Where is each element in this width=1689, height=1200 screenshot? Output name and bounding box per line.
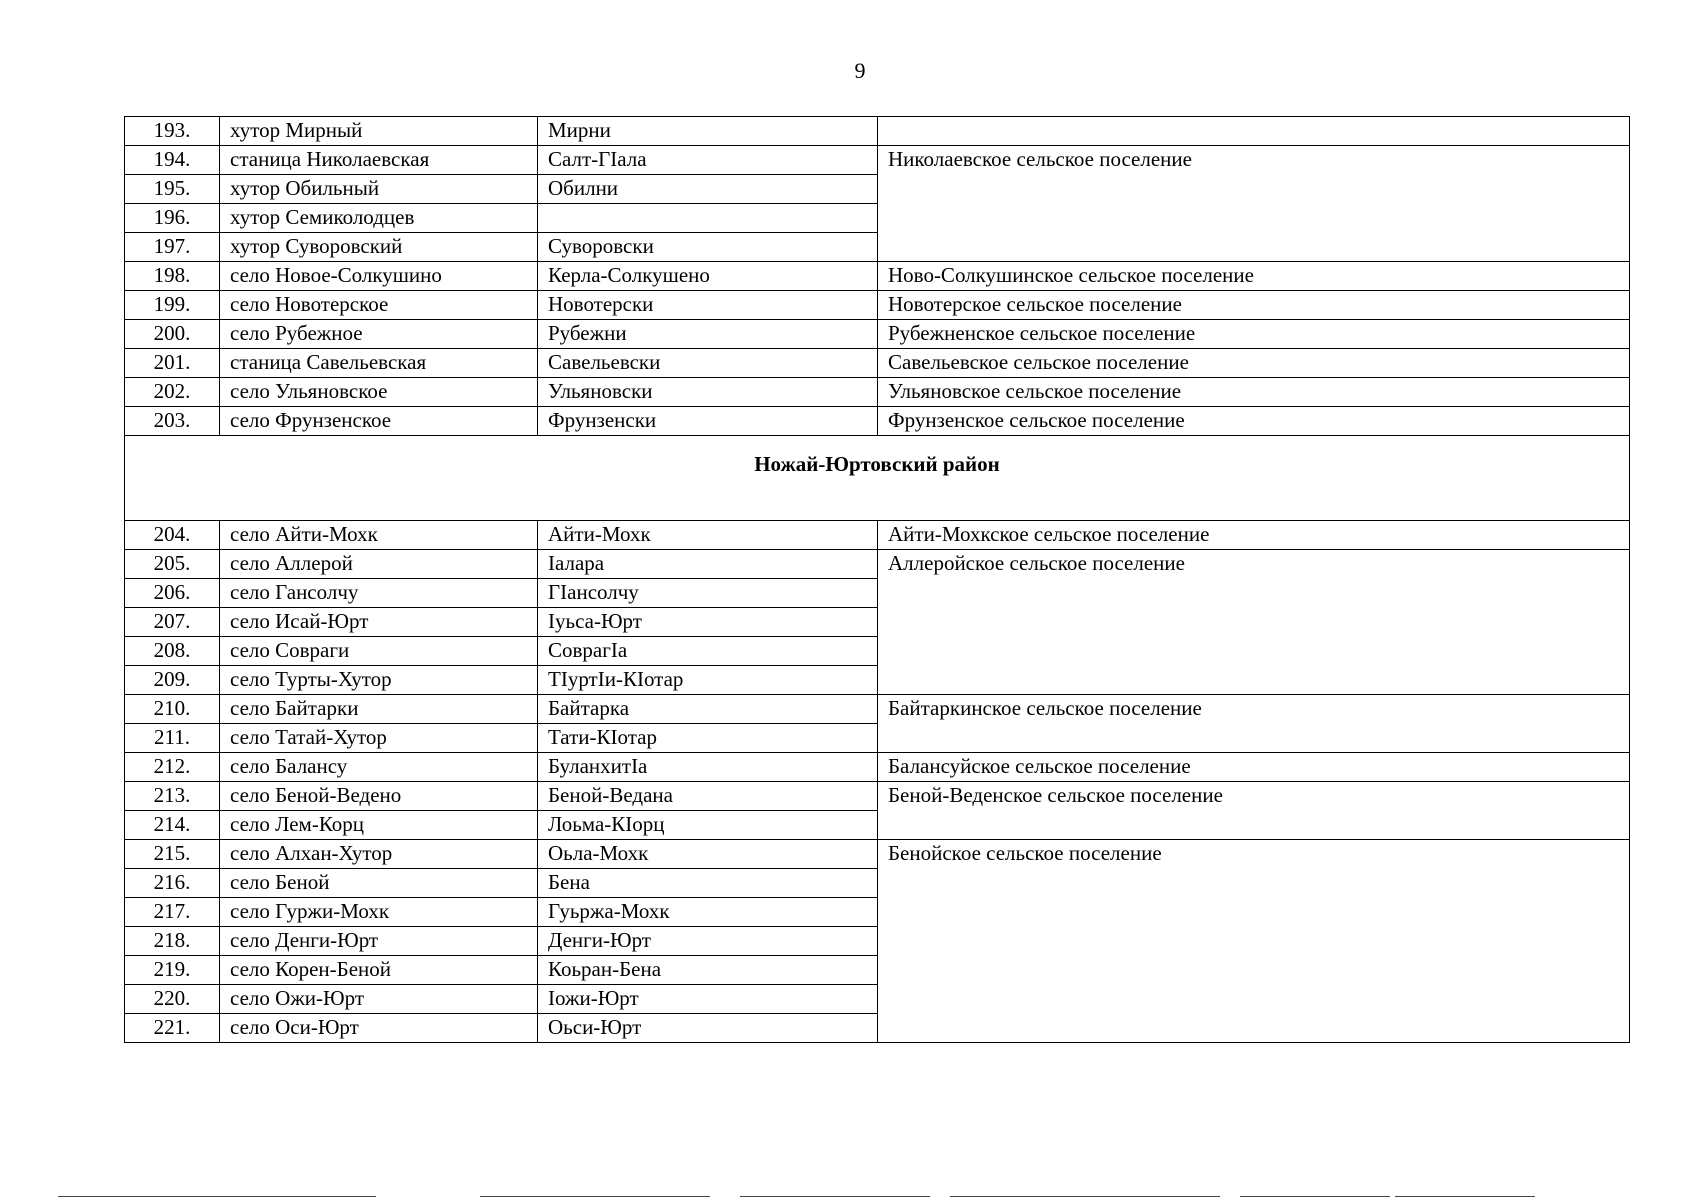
locality-name: село Корен-Беной	[220, 956, 538, 985]
settlement-name	[878, 117, 1630, 146]
row-number: 219.	[125, 956, 220, 985]
table-row	[125, 291, 1630, 320]
locality-name: село Фрунзенское	[220, 407, 538, 436]
table-row	[125, 521, 1630, 550]
chechen-name: Гуьржа-Мохк	[538, 898, 878, 927]
chechen-name: Беной-Ведана	[538, 782, 878, 811]
row-number: 210.	[125, 695, 220, 724]
locality-name: село Аллерой	[220, 550, 538, 579]
table-row	[125, 262, 1630, 291]
chechen-name: Байтарка	[538, 695, 878, 724]
row-number: 218.	[125, 927, 220, 956]
settlement-name: Айти-Мохкское сельское поселение	[878, 521, 1630, 550]
page-number: 9	[854, 58, 866, 83]
locality-name: село Новотерское	[220, 291, 538, 320]
chechen-name: Iалара	[538, 550, 878, 579]
locality-name: село Турты-Хутор	[220, 666, 538, 695]
row-number: 216.	[125, 869, 220, 898]
table-row	[125, 550, 1630, 579]
locality-name: село Исай-Юрт	[220, 608, 538, 637]
chechen-name: Бена	[538, 869, 878, 898]
row-number: 197.	[125, 233, 220, 262]
chechen-name: Коьран-Бена	[538, 956, 878, 985]
chechen-name: Тати-КIотар	[538, 724, 878, 753]
chechen-name: Оьла-Мохк	[538, 840, 878, 869]
locality-name: село Совраги	[220, 637, 538, 666]
chechen-name: Айти-Мохк	[538, 521, 878, 550]
row-number: 200.	[125, 320, 220, 349]
chechen-name: ГIансолчу	[538, 579, 878, 608]
settlement-name: Новотерское сельское поселение	[878, 291, 1630, 320]
row-number: 196.	[125, 204, 220, 233]
settlements-table	[124, 116, 1630, 1043]
chechen-name: Рубежни	[538, 320, 878, 349]
row-number: 202.	[125, 378, 220, 407]
footer-scan-lines	[0, 1196, 1689, 1200]
row-number: 217.	[125, 898, 220, 927]
locality-name: село Лем-Корц	[220, 811, 538, 840]
locality-name: село Балансу	[220, 753, 538, 782]
settlement-name: Балансуйское сельское поселение	[878, 753, 1630, 782]
locality-name: село Айти-Мохк	[220, 521, 538, 550]
locality-name: село Гансолчу	[220, 579, 538, 608]
settlement-name: Байтаркинское сельское поселение	[878, 695, 1630, 753]
settlement-name: Аллеройское сельское поселение	[878, 550, 1630, 695]
locality-name: хутор Суворовский	[220, 233, 538, 262]
chechen-name: Салт-ГIала	[538, 146, 878, 175]
row-number: 193.	[125, 117, 220, 146]
settlement-name: Савельевское сельское поселение	[878, 349, 1630, 378]
row-number: 215.	[125, 840, 220, 869]
settlement-name: Бенойское сельское поселение	[878, 840, 1630, 1043]
row-number: 214.	[125, 811, 220, 840]
chechen-name: Савельевски	[538, 349, 878, 378]
locality-name: село Рубежное	[220, 320, 538, 349]
locality-name: село Ульяновское	[220, 378, 538, 407]
table-row	[125, 407, 1630, 436]
locality-name: хутор Семиколодцев	[220, 204, 538, 233]
row-number: 221.	[125, 1014, 220, 1043]
locality-name: село Денги-Юрт	[220, 927, 538, 956]
locality-name: село Гуржи-Мохк	[220, 898, 538, 927]
locality-name: станица Николаевская	[220, 146, 538, 175]
chechen-name: Лоьма-КIорц	[538, 811, 878, 840]
chechen-name: Мирни	[538, 117, 878, 146]
chechen-name: Ульяновски	[538, 378, 878, 407]
district-header-row	[125, 436, 1630, 521]
table-section-before	[125, 117, 1630, 436]
chechen-name: Обилни	[538, 175, 878, 204]
chechen-name: Iуьса-Юрт	[538, 608, 878, 637]
settlement-name: Беной-Веденское сельское поселение	[878, 782, 1630, 840]
locality-name: хутор Обильный	[220, 175, 538, 204]
locality-name: село Новое-Солкушино	[220, 262, 538, 291]
district-header-section	[125, 436, 1630, 521]
row-number: 206.	[125, 579, 220, 608]
table-row	[125, 117, 1630, 146]
table-row	[125, 146, 1630, 175]
row-number: 209.	[125, 666, 220, 695]
locality-name: станица Савельевская	[220, 349, 538, 378]
locality-name: село Татай-Хутор	[220, 724, 538, 753]
settlement-name: Николаевское сельское поселение	[878, 146, 1630, 262]
row-number: 199.	[125, 291, 220, 320]
table-row	[125, 349, 1630, 378]
chechen-name: ТIуртIи-КIотар	[538, 666, 878, 695]
chechen-name: БуланхитIа	[538, 753, 878, 782]
chechen-name	[538, 204, 878, 233]
row-number: 213.	[125, 782, 220, 811]
row-number: 201.	[125, 349, 220, 378]
row-number: 220.	[125, 985, 220, 1014]
district-title: Ножай-Юртовский район	[125, 436, 1630, 521]
locality-name: село Алхан-Хутор	[220, 840, 538, 869]
table-row	[125, 695, 1630, 724]
table-row	[125, 320, 1630, 349]
locality-name: село Беной	[220, 869, 538, 898]
table-section-after	[125, 521, 1630, 1043]
table-row	[125, 840, 1630, 869]
settlement-name: Ново-Солкушинское сельское поселение	[878, 262, 1630, 291]
settlement-name: Ульяновское сельское поселение	[878, 378, 1630, 407]
chechen-name: Фрунзенски	[538, 407, 878, 436]
chechen-name: Iожи-Юрт	[538, 985, 878, 1014]
row-number: 212.	[125, 753, 220, 782]
row-number: 205.	[125, 550, 220, 579]
chechen-name: СовpaгIa	[538, 637, 878, 666]
locality-name: село Байтарки	[220, 695, 538, 724]
chechen-name: Керла-Солкушено	[538, 262, 878, 291]
row-number: 195.	[125, 175, 220, 204]
chechen-name: Оьси-Юрт	[538, 1014, 878, 1043]
locality-name: село Оси-Юрт	[220, 1014, 538, 1043]
row-number: 207.	[125, 608, 220, 637]
row-number: 194.	[125, 146, 220, 175]
row-number: 203.	[125, 407, 220, 436]
row-number: 198.	[125, 262, 220, 291]
chechen-name: Суворовски	[538, 233, 878, 262]
settlement-name: Рубежненское сельское поселение	[878, 320, 1630, 349]
row-number: 204.	[125, 521, 220, 550]
row-number: 211.	[125, 724, 220, 753]
table-row	[125, 378, 1630, 407]
locality-name: хутор Мирный	[220, 117, 538, 146]
chechen-name: Новотерски	[538, 291, 878, 320]
locality-name: село Ожи-Юрт	[220, 985, 538, 1014]
table-row	[125, 753, 1630, 782]
table-row	[125, 782, 1630, 811]
chechen-name: Денги-Юрт	[538, 927, 878, 956]
settlement-name: Фрунзенское сельское поселение	[878, 407, 1630, 436]
locality-name: село Беной-Ведено	[220, 782, 538, 811]
row-number: 208.	[125, 637, 220, 666]
